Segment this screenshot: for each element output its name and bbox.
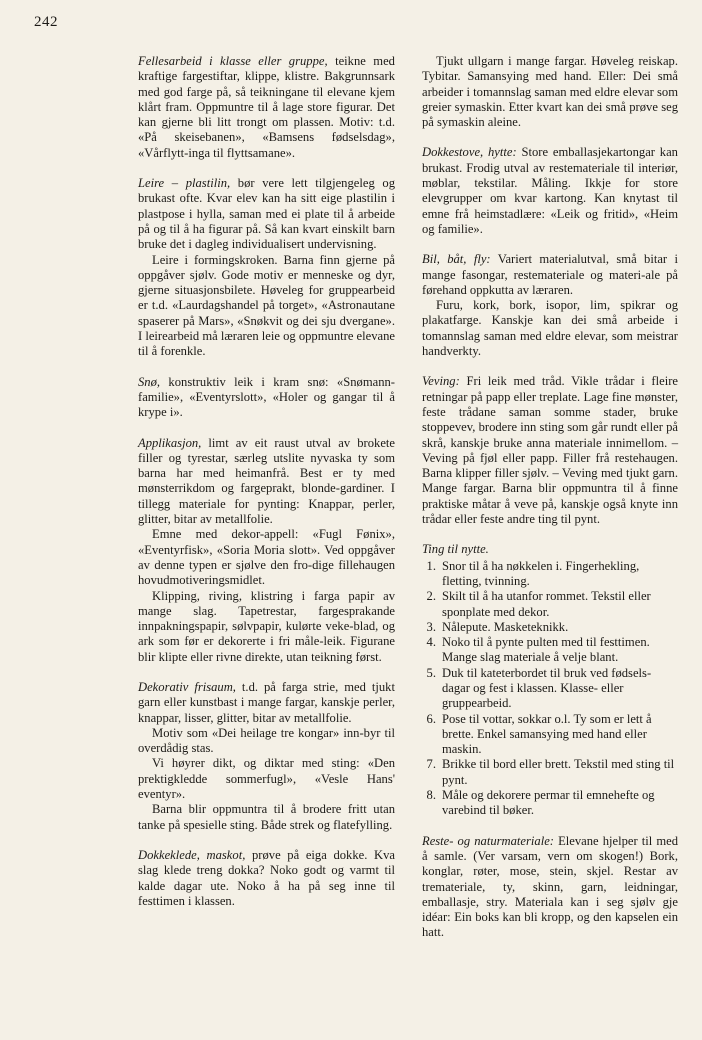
paragraph-formingskroken: Leire i formingskroken. Barna finn gjerne på oppgåver sjølv. Gode motiv er menneske og dyr, gjerne situasjonsbilete. Høveleg for gruppearbeid er t.d. «Laurdagshandel på torget», «Astronautane spaserer på Mars», «Snøkvit og dei sju dvergane». I leirearbeid må læraren leie og oppmuntre elevane til å forenkle. bbox=[138, 252, 396, 359]
paragraph-veving bbox=[422, 374, 678, 527]
list-item bbox=[422, 635, 678, 666]
paragraph-applikasjon bbox=[138, 436, 395, 528]
paragraph-brodere: Barna blir oppmuntra til å brodere fritt utan tanke på spesielle sting. Både strek og flatefylling. bbox=[138, 802, 395, 832]
paragraph-ullgarn: Tjukt ullgarn i mange fargar. Høveleg reiskap. Tybitar. Samansying med hand. Eller: Dei små arbeider i tomannslag saman med eldre elevar som greier symaskin. Etter kvart kan dei små prøve seg på symaskin aleine. bbox=[422, 54, 678, 130]
list-item-number: 8. bbox=[426, 788, 436, 803]
paragraph-label: Veving: bbox=[422, 374, 460, 389]
list-item-text: Duk til kateterbordet til bruk ved fødsels-dagar og fest i klassen. Klasse- eller gruppearbeid. bbox=[442, 665, 652, 711]
paragraph-label: Dokkestove, hytte: bbox=[422, 145, 517, 160]
paragraph-label: Reste- og naturmateriale: bbox=[422, 833, 554, 848]
list-item bbox=[422, 712, 678, 758]
list-item-number: 4. bbox=[426, 635, 436, 650]
paragraph-label: Snø, bbox=[138, 374, 161, 389]
paragraph-leire bbox=[138, 176, 395, 252]
paragraph-text: t.d. på farga strie, med tjukt garn eller kunstbast i mange fargar, kanskje perler, knappar, lisser, glitter, bitar av metallfolie. bbox=[138, 679, 395, 725]
ting-til-nytte-list bbox=[422, 559, 678, 819]
list-item-number: 2. bbox=[426, 589, 436, 604]
paragraph-furu: Furu, kork, bork, isopor, lim, spikrar og plakatfarge. Kanskje kan dei små arbeide i tomannslag saman med eldre elevar, som meistrar handverkty. bbox=[422, 298, 678, 359]
paragraph-label: Fellesarbeid i klasse eller gruppe, bbox=[138, 54, 328, 68]
list-item-number: 6. bbox=[426, 711, 436, 726]
paragraph-dikt: Vi høyrer dikt, og diktar med sting: «Den prektigkledde sommerfugl», «Vesle Hans' eventyr». bbox=[138, 756, 395, 802]
paragraph-label: Applikasjon, bbox=[138, 435, 202, 450]
paragraph-label: Bil, båt, fly: bbox=[422, 252, 491, 267]
list-item-number: 1. bbox=[426, 558, 436, 573]
list-item-text: Snor til å ha nøkkelen i. Fingerhekling, fletting, tvinning. bbox=[442, 558, 640, 588]
list-item bbox=[422, 589, 678, 620]
list-item-text: Brikke til bord eller brett. Tekstil med sting til pynt. bbox=[442, 757, 675, 787]
list-item bbox=[422, 757, 678, 788]
list-item bbox=[422, 559, 678, 590]
list-item-text: Noko til å pynte pulten med til festtimen. Mange slag materiale å velje blant. bbox=[442, 635, 650, 665]
paragraph-text: Fri leik med tråd. Vikle trådar i fleire retningar på papp eller treplate. Lage fine mønster, feste trådane saman somme stader, bruke stoppevev, brodere inn sting som går rundt eller på skrå, kanskje bruke anna materiale innimellom. – Veving på fjøl eller papp. Filler frå restehaugen. Barna klipper filler sjølv. – Veving med tjukt garn. Mange fargar. Barna blir oppmuntra til å finne praktiske måtar å veve på, kanskje også knyte inn trådar eller feste andre ting til pynt. bbox=[422, 374, 678, 527]
paragraph-text: bør vere lett tilgjengeleg og brukast ofte. Kvar elev kan ha sitt eige plastilin i plastpose i hylla, saman med ei plate til å arbeide på og til å ha figurar på. Så kan kvart einskilt barn bruke det i dagleg individualisert undervisning. bbox=[138, 176, 395, 252]
paragraph-label: Dekorativ frisaum, bbox=[138, 679, 236, 694]
list-item-text: Skilt til å ha utanfor rommet. Tekstil eller sponplate med dekor. bbox=[442, 589, 651, 619]
paragraph-text: Elevane hjelper til med å samle. (Ver varsam, vern om skogen!) Bork, konglar, røter, mose, stein, skjel. Restar av tremateriale, ty, skinn, garn, leidningar, emballasje, stry. Materiala kan i seg sjølv gje idéar: Ein boks kan bli kropp, og den kapselen ein hatt. bbox=[422, 833, 679, 940]
paragraph-text: teikne med kraftige fargestiftar, klippe, klistre. Bakgrunnsark med god farge på, så teikningane til elevane kjem klårt fram. Oppmuntre til å lage store figurar. Det kan gjerne bli litt trongt om plassen. Motiv: t.d. «På skeisebanen», «Bamsens fødselsdag», «Vårflytt-inga til flyttsamane». bbox=[138, 54, 395, 160]
list-item bbox=[422, 620, 678, 635]
paragraph-dokkestove bbox=[422, 145, 678, 237]
list-item-number: 7. bbox=[426, 757, 436, 772]
paragraph-frisaum bbox=[138, 680, 395, 726]
list-item-number: 5. bbox=[426, 665, 436, 680]
paragraph-text: Store emballasjekartongar kan brukast. Frodig utval av restemateriale til interiør, møblar, tekstilar. Måling. Ikkje for store elevgrupper om kvar kartong. Kan knytast til emne frå heimstadlære: «Leik og fritid», «Heim og familie». bbox=[422, 145, 678, 236]
list-item-text: Måle og dekorere permar til emnehefte og varebind til bøker. bbox=[442, 788, 655, 818]
paragraph-label: Dokkeklede, maskot, bbox=[138, 847, 246, 862]
paragraph-fellesarbeid bbox=[138, 54, 395, 161]
paragraph-motiv: Motiv som «Dei heilage tre kongar» inn-byr til overdådig stas. bbox=[138, 725, 395, 756]
left-column bbox=[138, 54, 395, 909]
page-number: 242 bbox=[34, 14, 58, 30]
list-item-text: Pose til vottar, sokkar o.l. Ty som er lett å brette. Enkel samansying med hand eller maskin. bbox=[442, 711, 652, 757]
list-item-number: 3. bbox=[426, 619, 436, 634]
list-item bbox=[422, 666, 678, 712]
paragraph-bil-bat-fly bbox=[422, 252, 678, 298]
paragraph-label: Leire – plastilin, bbox=[138, 176, 231, 191]
paragraph-klipping: Klipping, riving, klistring i farga papir av mange slag. Tapetrestar, fargesprakande innpakningspapir, sølvpapir, kulørte veke-blad, og ark som før er dekorerte i fri måle-leik. Figurane blir klipte eller rivne direkte, utan teikning først. bbox=[138, 588, 395, 664]
paragraph-dekor-appell: Emne med dekor-appell: «Fugl Fønix», «Eventyrfisk», «Soria Moria slott». Ved oppgåver av denne typen er sjølve den fro-dige fillehaugen hovudmotiveringsmidlet. bbox=[138, 527, 395, 588]
paragraph-dokkeklede bbox=[138, 848, 395, 909]
paragraph-sno bbox=[138, 375, 395, 421]
paragraph-text: prøve på eiga dokke. Kva slag klede treng dokka? Noko godt og varmt til kalde dagar ute. Noko å ha på seg inne til festtimen i klassen. bbox=[138, 847, 395, 908]
paragraph-text: konstruktiv leik i kram snø: «Snømann-familie», «Eventyrslott», «Holer og gangar til å krype i». bbox=[138, 374, 395, 420]
list-item-text: Nålepute. Masketeknikk. bbox=[442, 619, 569, 634]
list-item bbox=[422, 788, 678, 819]
ting-til-nytte-heading: Ting til nytte. bbox=[422, 542, 489, 557]
paragraph-reste-naturmateriale bbox=[422, 834, 678, 941]
paragraph-text: limt av eit raust utval av brokete filler og tyrestar, særleg utslite nyvaska ty som barna har med heimanfrå. Best er ty med mønsterrikdom og fargeprakt, blonde-gardiner. I tillegg materiale for pynting: Knappar, perler, glitter, bitar av metallfolie. bbox=[138, 435, 395, 527]
right-column bbox=[422, 54, 678, 941]
paragraph-text: Variert materialutval, små bitar i mange fasongar, restemateriale og materi-ale på førehand oppkutta av læraren. bbox=[422, 252, 678, 297]
